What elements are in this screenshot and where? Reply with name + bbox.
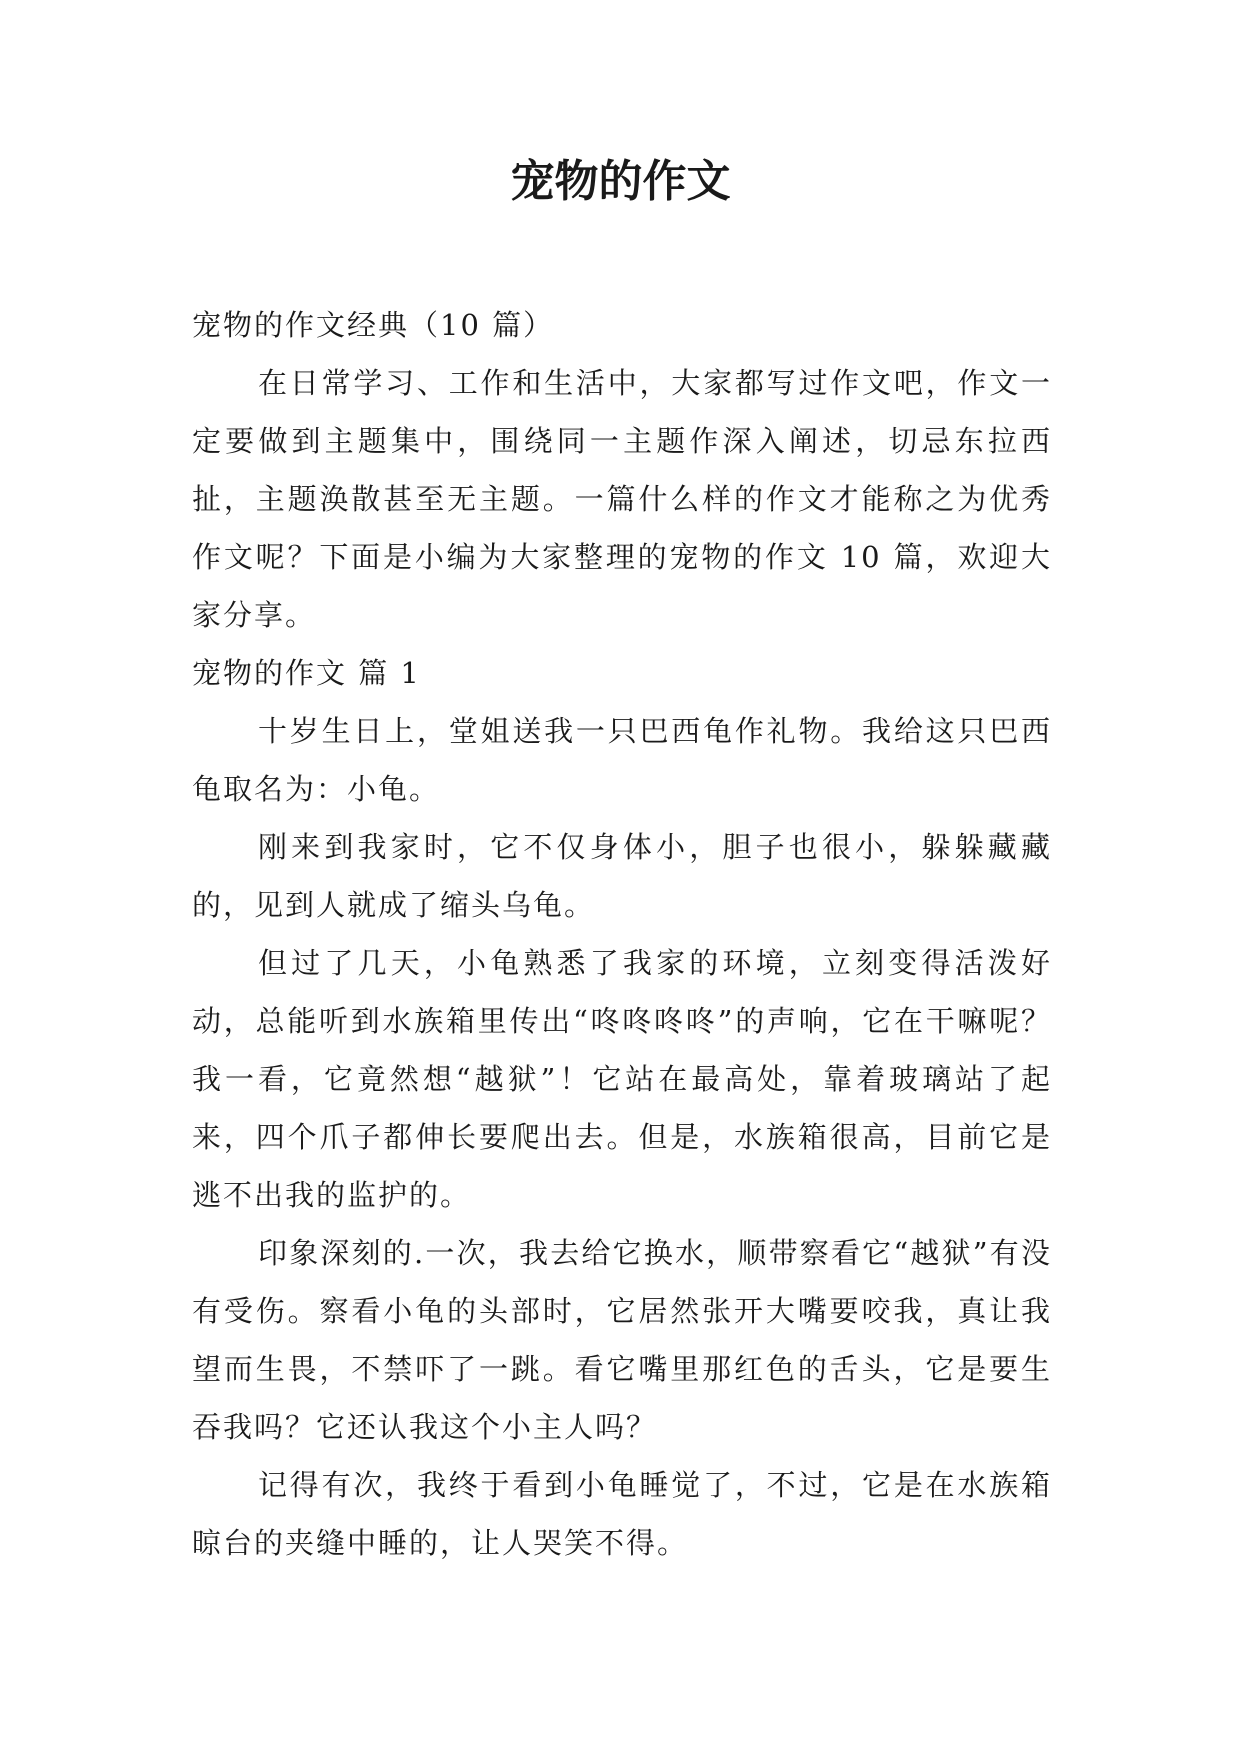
body-paragraph: 记得有次，我终于看到小龟睡觉了，不过，它是在水族箱晾台的夹缝中睡的，让人哭笑不得。 [192,1468,1052,1560]
body-paragraph: 刚来到我家时，它不仅身体小，胆子也很小，躲躲藏藏的，见到人就成了缩头乌龟。 [192,830,1052,922]
document-subtitle: 宠物的作文经典（10 篇） [192,308,555,342]
body-paragraph: 但过了几天，小龟熟悉了我家的环境，立刻变得活泼好动，总能听到水族箱里传出“咚咚咚咚”的声响，它在干嘛呢？我一看，它竟然想“越狱”！它站在最高处，靠着玻璃站了起来，四个爪子都伸长要爬出去。但是，水族箱很高，目前它是逃不出我的监护的。 [192,946,1052,1212]
intro-paragraph: 在日常学习、工作和生活中，大家都写过作文吧，作文一定要做到主题集中，围绕同一主题作深入阐述，切忌东拉西扯，主题涣散甚至无主题。一篇什么样的作文才能称之为优秀作文呢？下面是小编为大家整理的宠物的作文 10 篇，欢迎大家分享。 [192,366,1052,632]
section-heading: 宠物的作文 篇 1 [192,656,421,690]
document-title: 宠物的作文 [510,156,731,207]
body-paragraph: 十岁生日上，堂姐送我一只巴西龟作礼物。我给这只巴西龟取名为：小龟。 [192,714,1052,806]
body-paragraph: 印象深刻的.一次，我去给它换水，顺带察看它“越狱”有没有受伤。察看小龟的头部时，它居然张开大嘴要咬我，真让我望而生畏，不禁吓了一跳。看它嘴里那红色的舌头，它是要生吞我吗？它还认我这个小主人吗？ [192,1236,1052,1444]
document-body [192,296,1052,1572]
